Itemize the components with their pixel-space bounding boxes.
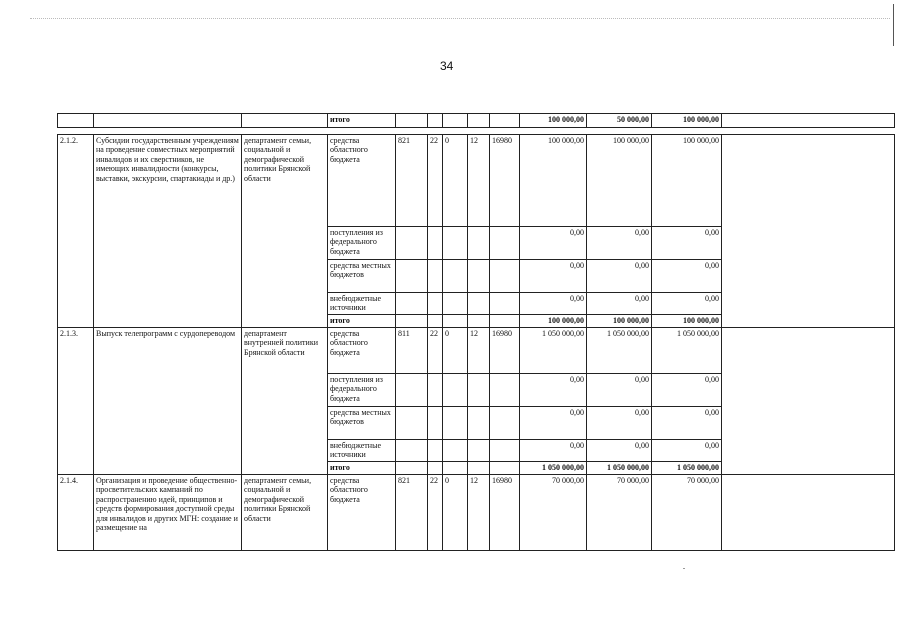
amount-cell: 0,00: [520, 407, 587, 440]
budget-table: [57, 113, 895, 551]
amount-cell: 0,00: [652, 293, 722, 315]
table-row: [58, 135, 895, 227]
table-cell: [396, 315, 428, 328]
table-cell: [722, 135, 895, 328]
table-cell: [443, 407, 468, 440]
amount-cell: 1 050 000,00: [652, 328, 722, 374]
amount-cell: 0,00: [520, 227, 587, 260]
amount-cell: 0,00: [652, 374, 722, 407]
cs-code: 12: [468, 475, 490, 551]
funding-source: поступления из федерального бюджета: [328, 374, 396, 407]
table-cell: [468, 227, 490, 260]
rz-code: 22: [428, 135, 443, 227]
amount-cell: 1 050 000,00: [652, 462, 722, 475]
pr-code: 0: [443, 328, 468, 374]
table-cell: [443, 315, 468, 328]
funding-source: поступления из федерального бюджета: [328, 227, 396, 260]
amount-cell: 100 000,00: [652, 315, 722, 328]
amount-cell: 50 000,00: [587, 114, 652, 128]
table-cell: [490, 260, 520, 293]
funding-source: внебюджетные источники: [328, 293, 396, 315]
amount-cell: 70 000,00: [652, 475, 722, 551]
amount-cell: 70 000,00: [587, 475, 652, 551]
table-cell: [396, 407, 428, 440]
table-cell: [468, 407, 490, 440]
table-cell: [428, 407, 443, 440]
table-cell: [490, 407, 520, 440]
table-cell: [396, 374, 428, 407]
pr-code: 0: [443, 135, 468, 227]
table-cell: [396, 114, 428, 128]
total-label: итого: [328, 114, 396, 128]
grbs-code: 821: [396, 135, 428, 227]
table-cell: [396, 440, 428, 462]
cs-code: 12: [468, 328, 490, 374]
funding-source: внебюджетные источники: [328, 440, 396, 462]
amount-cell: 0,00: [587, 407, 652, 440]
table-cell: [396, 462, 428, 475]
amount-cell: 0,00: [652, 227, 722, 260]
table-cell: [490, 462, 520, 475]
table-cell: [490, 374, 520, 407]
amount-cell: 1 050 000,00: [520, 462, 587, 475]
amount-cell: 0,00: [652, 407, 722, 440]
grbs-code: 811: [396, 328, 428, 374]
amount-cell: 100 000,00: [520, 315, 587, 328]
funding-source: средства областного бюджета: [328, 328, 396, 374]
amount-cell: 0,00: [520, 293, 587, 315]
table-cell: [94, 114, 242, 128]
table-cell: [428, 293, 443, 315]
table-cell: [490, 315, 520, 328]
total-label: итого: [328, 315, 396, 328]
table-cell: [468, 440, 490, 462]
item-executor: департамент семьи, социальной и демографической политики Брянской области: [242, 135, 328, 328]
vr-code: 16980: [490, 328, 520, 374]
table-cell: [443, 293, 468, 315]
item-executor: департамент внутренней политики Брянской области: [242, 328, 328, 475]
rz-code: 22: [428, 475, 443, 551]
item-title: Выпуск телепрограмм с сурдопереводом: [94, 328, 242, 475]
vr-code: 16980: [490, 135, 520, 227]
funding-source: средства местных бюджетов: [328, 407, 396, 440]
amount-cell: 70 000,00: [520, 475, 587, 551]
table-cell: [428, 260, 443, 293]
table-cell: [443, 260, 468, 293]
amount-cell: 0,00: [587, 227, 652, 260]
table-cell: [490, 227, 520, 260]
table-cell: [722, 114, 895, 128]
table-cell: [443, 462, 468, 475]
table-cell: [490, 114, 520, 128]
page-number: 34: [440, 59, 454, 73]
item-title: Субсидии государственным учреждениям на проведение совместных мероприятий инвалидов и их сверстников, не имеющих инвалидности (конкурсы, выставки, экскурсии, спартакиады и др.): [94, 135, 242, 328]
table-cell: [722, 475, 895, 551]
scan-edge-artifact: [893, 4, 894, 46]
table-cell: [468, 462, 490, 475]
table-cell: [242, 114, 328, 128]
amount-cell: 0,00: [587, 374, 652, 407]
cs-code: 12: [468, 135, 490, 227]
amount-cell: 1 050 000,00: [587, 462, 652, 475]
vr-code: 16980: [490, 475, 520, 551]
table-cell: [468, 293, 490, 315]
table-cell: [468, 315, 490, 328]
amount-cell: 100 000,00: [520, 114, 587, 128]
item-title: Организация и проведение общественно-просветительских кампаний по распространению идей, принципов и средств формирования доступной среды для инвалидов и других МГН: создание и размещение на: [94, 475, 242, 551]
amount-cell: 100 000,00: [587, 315, 652, 328]
table-cell: [428, 114, 443, 128]
amount-cell: 0,00: [520, 260, 587, 293]
table-cell: [468, 374, 490, 407]
table-row: [58, 328, 895, 374]
table-cell: [443, 440, 468, 462]
pr-code: 0: [443, 475, 468, 551]
table-cell: [490, 293, 520, 315]
item-code: 2.1.3.: [58, 328, 94, 475]
table-row: [58, 475, 895, 551]
table-cell: [396, 227, 428, 260]
table-cell: [428, 374, 443, 407]
table-cell: [468, 260, 490, 293]
table-cell: [428, 440, 443, 462]
amount-cell: 1 050 000,00: [520, 328, 587, 374]
amount-cell: 0,00: [587, 440, 652, 462]
amount-cell: 0,00: [652, 440, 722, 462]
amount-cell: 1 050 000,00: [587, 328, 652, 374]
grbs-code: 821: [396, 475, 428, 551]
amount-cell: 0,00: [587, 260, 652, 293]
amount-cell: 100 000,00: [652, 114, 722, 128]
amount-cell: 100 000,00: [652, 135, 722, 227]
item-code: 2.1.2.: [58, 135, 94, 328]
amount-cell: 0,00: [520, 374, 587, 407]
amount-cell: 0,00: [587, 293, 652, 315]
table-cell: [490, 440, 520, 462]
funding-source: средства областного бюджета: [328, 135, 396, 227]
table-cell: [396, 293, 428, 315]
table-cell: [428, 315, 443, 328]
amount-cell: 100 000,00: [520, 135, 587, 227]
table-cell: [428, 227, 443, 260]
amount-cell: 0,00: [520, 440, 587, 462]
table-cell: [468, 114, 490, 128]
table-cell: [396, 260, 428, 293]
item-code: 2.1.4.: [58, 475, 94, 551]
rz-code: 22: [428, 328, 443, 374]
spacer-row: [58, 128, 895, 135]
scan-top-artifact: [30, 18, 890, 19]
item-executor: департамент семьи, социальной и демографической политики Брянской области: [242, 475, 328, 551]
funding-source: средства областного бюджета: [328, 475, 396, 551]
amount-cell: 100 000,00: [587, 135, 652, 227]
table-cell: [428, 462, 443, 475]
amount-cell: 0,00: [652, 260, 722, 293]
table-row: [58, 114, 895, 128]
table-cell: [443, 374, 468, 407]
table-cell: [443, 114, 468, 128]
table-cell: [722, 328, 895, 475]
table-cell: [443, 227, 468, 260]
table-cell: [58, 114, 94, 128]
funding-source: средства местных бюджетов: [328, 260, 396, 293]
scan-speck: [683, 568, 685, 569]
total-label: итого: [328, 462, 396, 475]
